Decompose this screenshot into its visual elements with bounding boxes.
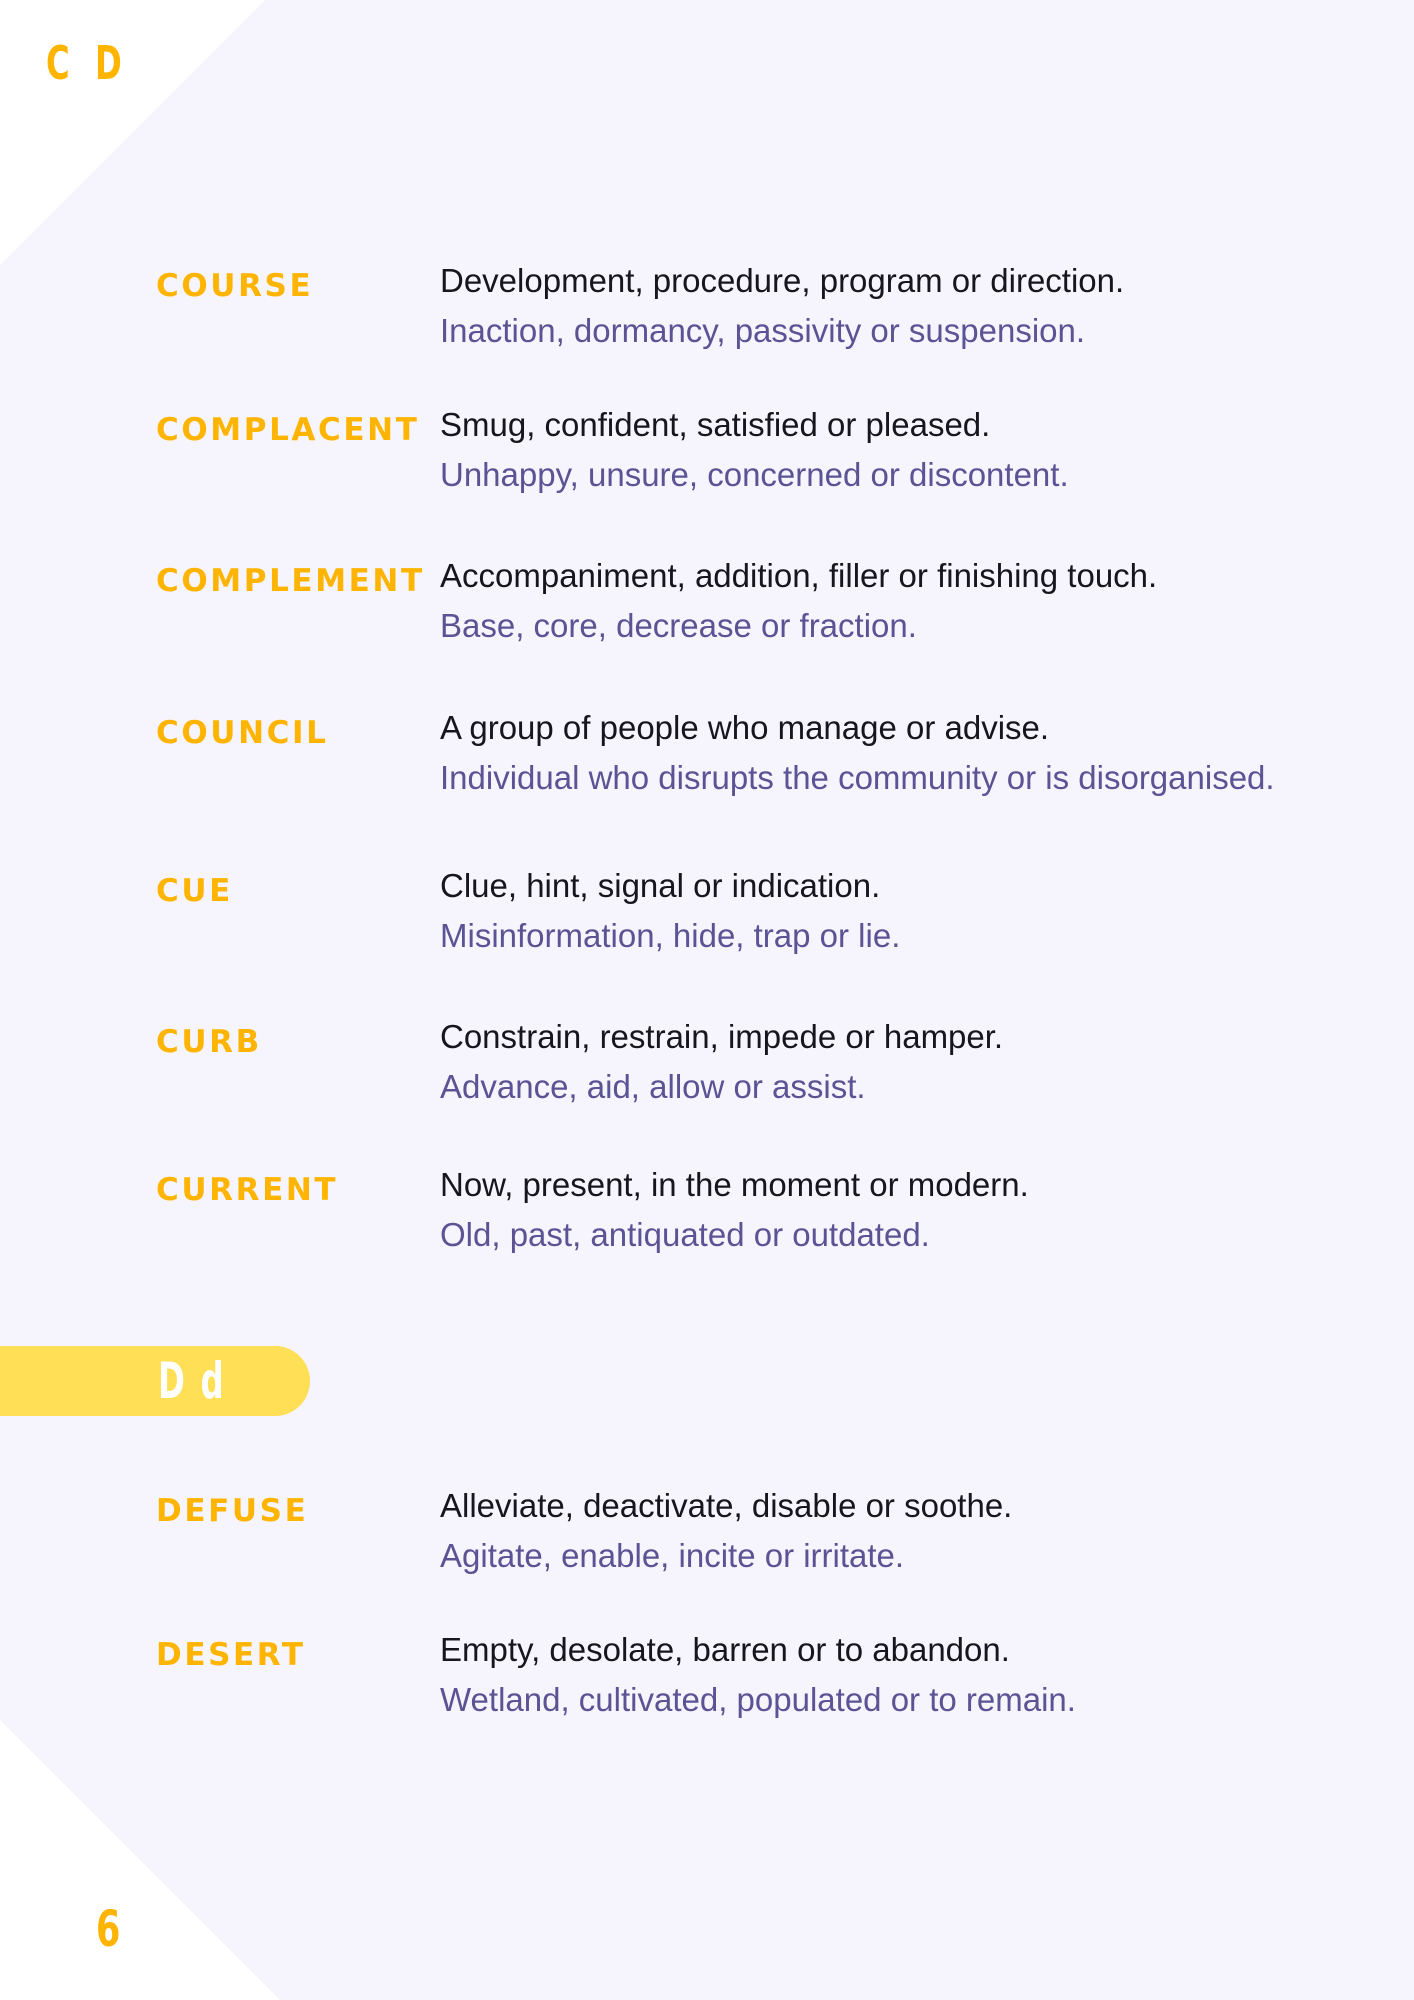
entry-term: COMPLEMENT xyxy=(156,563,425,599)
entry-term: COURSE xyxy=(156,268,314,304)
entry-antonym: Unhappy, unsure, concerned or discontent. xyxy=(440,456,1069,493)
entry-term: CURRENT xyxy=(156,1172,339,1208)
entry-antonym: Wetland, cultivated, populated or to remain. xyxy=(440,1681,1076,1718)
entry-antonym: Inaction, dormancy, passivity or suspension. xyxy=(440,312,1086,349)
entry-definition: Now, present, in the moment or modern. xyxy=(440,1166,1029,1203)
entry-definition: Development, procedure, program or direction. xyxy=(440,262,1125,299)
entry-definition: Alleviate, deactivate, disable or soothe. xyxy=(440,1487,1013,1524)
page-number: 6 xyxy=(96,1900,121,1958)
entry-definition: Smug, confident, satisfied or pleased. xyxy=(440,406,991,443)
entry-antonym: Base, core, decrease or fraction. xyxy=(440,607,917,644)
entry-term: DESERT xyxy=(156,1637,306,1673)
section-tab-d xyxy=(0,1346,310,1416)
page-header-letters: C D xyxy=(46,36,124,90)
entry-definition: Accompaniment, addition, filler or finishing touch. xyxy=(440,557,1158,594)
entry-term: CURB xyxy=(156,1024,262,1060)
entry-term: COMPLACENT xyxy=(156,412,420,448)
entry-term: CUE xyxy=(156,873,233,909)
entry-antonym: Advance, aid, allow or assist. xyxy=(440,1068,866,1105)
entry-antonym: Old, past, antiquated or outdated. xyxy=(440,1216,930,1253)
entry-antonym: Individual who disrupts the community or is disorganised. xyxy=(440,759,1275,796)
entry-definition: Clue, hint, signal or indication. xyxy=(440,867,881,904)
entry-term: COUNCIL xyxy=(156,715,329,751)
entry-definition: A group of people who manage or advise. xyxy=(440,709,1050,746)
entry-antonym: Agitate, enable, incite or irritate. xyxy=(440,1537,905,1574)
entry-antonym: Misinformation, hide, trap or lie. xyxy=(440,917,901,954)
entry-definition: Empty, desolate, barren or to abandon. xyxy=(440,1631,1010,1668)
entry-term: DEFUSE xyxy=(156,1493,309,1529)
section-label: D d xyxy=(158,1352,226,1410)
entry-definition: Constrain, restrain, impede or hamper. xyxy=(440,1018,1004,1055)
